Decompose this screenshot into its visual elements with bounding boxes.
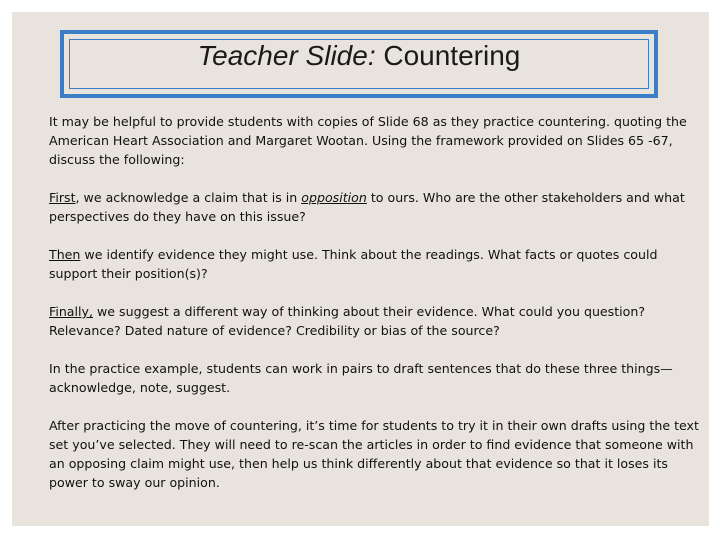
title-main: Countering — [375, 40, 521, 71]
first-mid: , we acknowledge a claim that is in — [75, 190, 302, 205]
first-rest: to ours. Who are the other stakeholders and what perspectives do they have on this issue? — [49, 190, 685, 224]
title-frame — [60, 30, 658, 98]
then-rest: we identify evidence they might use. Think about the readings. What facts or quotes could support their position(s)? — [49, 247, 658, 281]
first-paragraph — [49, 188, 699, 226]
after-paragraph: After practicing the move of countering, it’s time for students to try it in their own drafts using the text set you’ve selected. They will need to re-scan the articles in order to find evidence that someone with an opposing claim might use, then help us think differently about that evidence so that it loses its power to sway our opinion. — [49, 418, 699, 490]
first-lead: First — [49, 190, 76, 205]
then-paragraph — [49, 245, 699, 283]
then-lead: Then — [49, 247, 81, 262]
slide-title — [198, 40, 521, 72]
first-opposition: opposition — [301, 190, 367, 205]
slide — [12, 12, 709, 526]
intro-paragraph: It may be helpful to provide students with copies of Slide 68 as they practice countering. quoting the American Heart Association and Margaret Wootan. Using the framework provided on Slides 65 -67, discuss the following: — [49, 114, 687, 167]
practice-paragraph: In the practice example, students can work in pairs to draft sentences that do these three things—acknowledge, note, suggest. — [49, 361, 673, 395]
title-frame-inner — [69, 39, 649, 89]
title-prefix: Teacher Slide: — [197, 40, 376, 71]
slide-body — [49, 112, 699, 492]
finally-paragraph — [49, 302, 699, 340]
finally-rest: we suggest a different way of thinking about their evidence. What could you question? Relevance? Dated nature of evidence? Credibility or bias of the source? — [49, 304, 646, 338]
finally-lead: Finally, — [49, 304, 93, 319]
